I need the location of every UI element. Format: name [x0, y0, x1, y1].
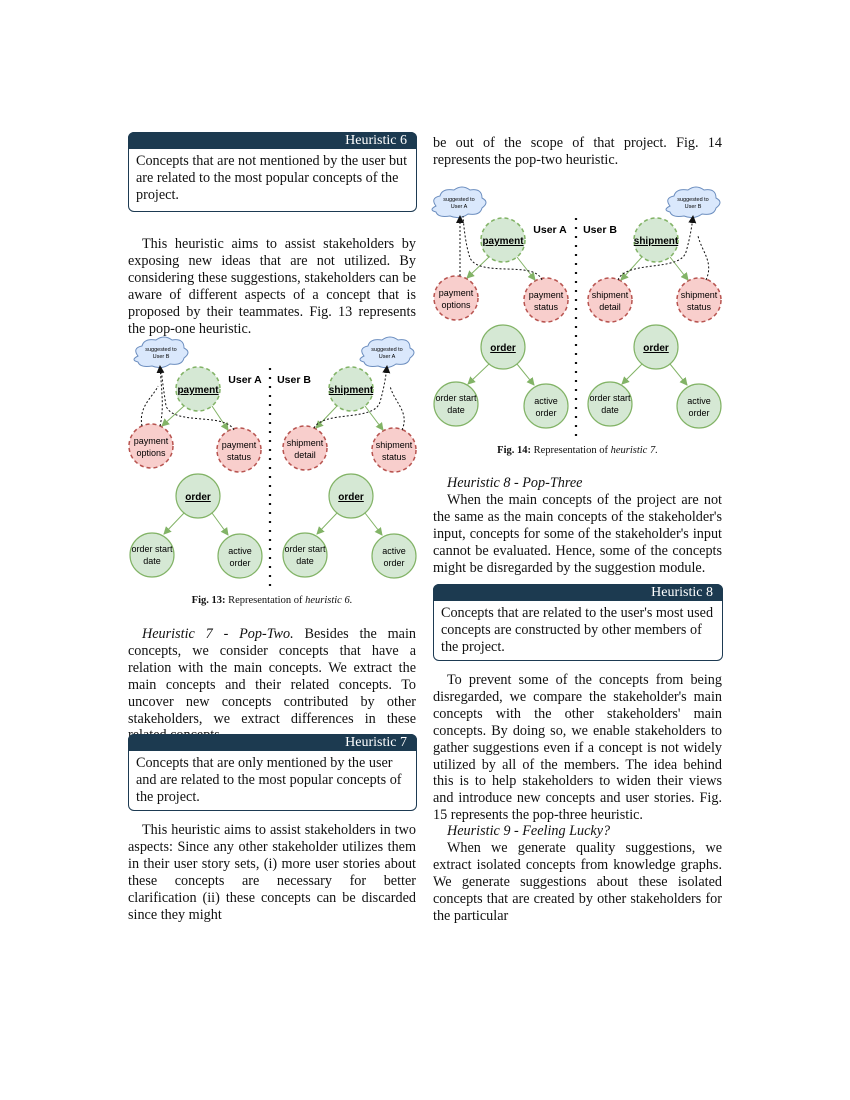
fig14-left-child2-b: status — [533, 302, 559, 312]
h7-description: This heuristic aims to assist stakeholders in two aspects: Since any other stakeholder utilizes them in their user story sets, (i) more user stories about these concepts are necessary for better clarification (ii) these concepts can be discarded since they might — [128, 822, 416, 923]
fig14-right-order-c2a: active — [687, 396, 711, 406]
fig13-right-cloud-1: suggested to — [371, 347, 403, 353]
fig13-left-main: payment — [177, 385, 219, 396]
fig13-right-child2-b: status — [381, 452, 407, 462]
fig13-right — [277, 337, 416, 578]
h8-heading: Heuristic 8 - Pop-Three — [447, 475, 583, 491]
fig14-left-child1-a: payment — [438, 288, 474, 298]
fig13-right-order-c1a: order start — [284, 544, 326, 554]
fig14-right — [583, 187, 721, 428]
fig14-right-child2-b: status — [686, 302, 712, 312]
fig13-left-order: order — [185, 492, 211, 503]
heuristic-6-box — [128, 132, 417, 212]
heuristic-6-header — [128, 132, 417, 149]
fig13-user-a: User A — [228, 374, 262, 386]
fig13-caption — [128, 595, 416, 606]
heuristic-8-body: Concepts that are related to the user's most used concepts are constructed by other members of the project. — [441, 605, 714, 655]
heuristic-7-box — [128, 734, 417, 811]
fig14-right-main: shipment — [633, 236, 679, 247]
fig14-left-order: order — [490, 343, 516, 354]
h9-heading: Heuristic 9 - Feeling Lucky? — [447, 823, 611, 839]
fig14-left-order-c2b: order — [535, 408, 557, 418]
fig14-right-child1-a: shipment — [591, 290, 629, 300]
heuristic-7-header — [128, 734, 417, 751]
fig14-left-child1-b: options — [441, 300, 471, 310]
heuristic-8-header — [433, 584, 723, 601]
fig13-left-child2-a: payment — [221, 440, 257, 450]
fig14-left-cloud-1: suggested to — [443, 197, 475, 203]
h7-intro-title: Heuristic 7 - Pop-Two. — [142, 626, 294, 642]
fig13-right-order: order — [338, 492, 364, 503]
h9-paragraph: When we generate quality suggestions, we extract isolated concepts from knowledge graphs. We generate suggestions about these isolated concepts that are created by other stakeholders for the particular — [433, 840, 722, 924]
right-top-para: be out of the scope of that project. Fig. 14 represents the pop-two heuristic. — [433, 135, 722, 168]
fig13-caption-italic: heuristic 6. — [305, 595, 353, 606]
heuristic-8-title: Heuristic 8 — [651, 585, 713, 600]
fig14-right-cloud-1: suggested to — [677, 197, 709, 203]
figure-14 — [430, 186, 726, 438]
fig14-caption-label: Fig. 14: — [497, 445, 531, 456]
fig14-right-order-c1b: date — [601, 405, 619, 415]
fig13-left-order-c2a: active — [228, 546, 252, 556]
fig13-right-child2-a: shipment — [375, 440, 413, 450]
heuristic-7-body: Concepts that are only mentioned by the user and are related to the most popular concepts of the project. — [136, 755, 402, 805]
heuristic-6-body: Concepts that are not mentioned by the user but are related to the most popular concepts of the project. — [136, 153, 408, 203]
fig14-right-child1-b: detail — [599, 302, 621, 312]
fig14-right-order-c1a: order start — [589, 393, 631, 403]
fig13-left-cloud-1: suggested to — [145, 347, 177, 353]
fig14-user-b: User B — [583, 224, 617, 236]
fig13-right-order-c2b: order — [383, 558, 405, 568]
fig13-left-order-c2b: order — [229, 558, 251, 568]
fig14-left-cloud-2: User A — [450, 204, 468, 210]
fig14-left-order-c2a: active — [534, 396, 558, 406]
fig13-user-b: User B — [277, 374, 311, 386]
fig14-caption-text: Representation of — [533, 445, 608, 456]
fig13-right-child1-b: detail — [294, 450, 316, 460]
fig13-left-child2-b: status — [226, 452, 252, 462]
fig14-caption — [433, 445, 722, 456]
heuristic-8-box — [433, 584, 723, 661]
fig14-user-a: User A — [533, 224, 567, 236]
h8-description: To prevent some of the concepts from being disregarded, we compare the stakeholder's main concepts with the other stakeholders' main concepts. By doing so, we enable stakeholders to gather suggestions even if a concept is not widely utilized by all of the members. The idea behind this is to help stakeholders to widen their views and introduce new concepts and user stories. Fig. 15 represents the pop-three heuristic. — [433, 672, 722, 824]
fig13-left-child1-b: options — [136, 448, 166, 458]
fig14-right-child2-a: shipment — [680, 290, 718, 300]
fig14-right-order-c2b: order — [688, 408, 710, 418]
figure-13 — [124, 336, 420, 588]
heuristic-6-title: Heuristic 6 — [345, 133, 407, 148]
fig14-left-order-c1b: date — [447, 405, 465, 415]
fig13-right-cloud-2: User A — [378, 354, 396, 360]
fig13-caption-text: Representation of — [228, 595, 303, 606]
fig13-caption-label: Fig. 13: — [191, 595, 226, 606]
fig13-right-order-c2a: active — [382, 546, 406, 556]
fig14-right-cloud-2: User B — [684, 204, 702, 210]
fig13-left-child1-a: payment — [133, 436, 169, 446]
h7-intro — [128, 626, 416, 744]
fig13-left-cloud-2: User B — [152, 354, 170, 360]
heuristic-7-title: Heuristic 7 — [345, 735, 407, 750]
fig13-right-order-c1b: date — [296, 556, 314, 566]
fig13-right-main: shipment — [328, 385, 374, 396]
fig14-left-order-c1a: order start — [435, 393, 477, 403]
h6-description: This heuristic aims to assist stakeholders by exposing new ideas that are not utilized. By considering these suggestions, stakeholders can be aware of different aspects of a concept that is proposed by their teammates. Fig. 13 represents the pop-one heuristic. — [128, 236, 416, 337]
fig13-left — [129, 337, 262, 578]
fig13-right-child1-a: shipment — [286, 438, 324, 448]
fig14-left-child2-a: payment — [528, 290, 564, 300]
h7-intro-text: Besides the main concepts, we consider concepts that have a relation with the main concepts. We extract the main concepts and their related concepts. To uncover new concepts contributed by other stakeholders, we extract differences in these — [128, 626, 417, 727]
fig14-left-main: payment — [482, 236, 524, 247]
h8-intro: When the main concepts of the project are not the same as the main concepts of the stakeholder's input, concepts for some of the stakeholder's input cannot be evaluated. Hence, some of the concepts might be disregarded by the suggestion module. — [433, 492, 722, 576]
fig14-right-order: order — [643, 343, 669, 354]
fig13-left-order-c1a: order start — [131, 544, 173, 554]
fig14-caption-italic: heuristic 7. — [610, 445, 658, 456]
fig14-left — [432, 187, 568, 428]
fig13-left-order-c1b: date — [143, 556, 161, 566]
